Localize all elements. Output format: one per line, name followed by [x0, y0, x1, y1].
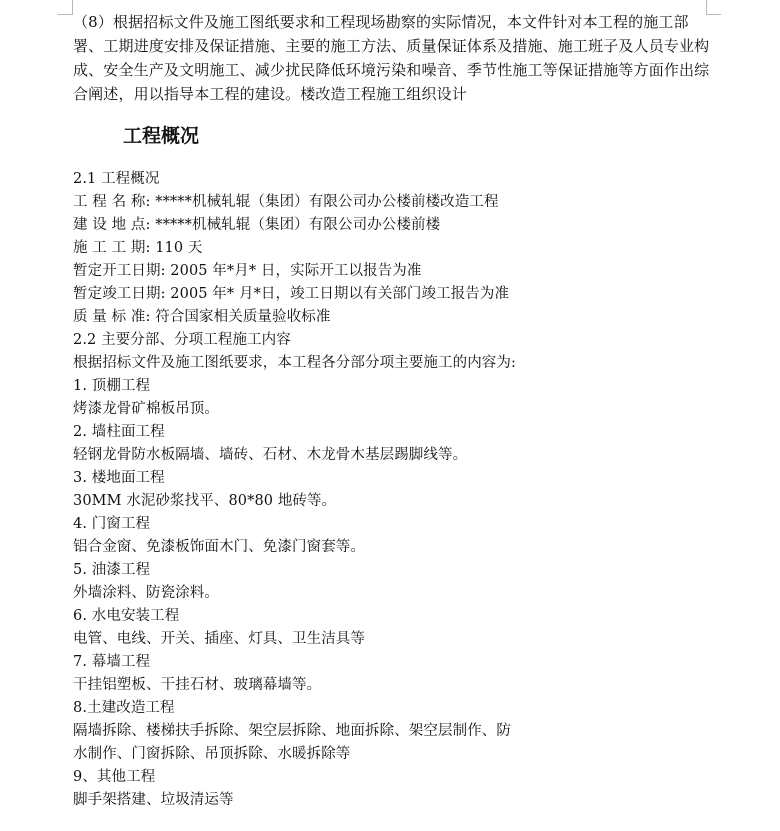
item-detail: 铝合金窗、免漆板饰面木门、免漆门窗套等。	[73, 539, 365, 555]
intro-paragraph: （8）根据招标文件及施工图纸要求和工程现场勘察的实际情况，本文件针对本工程的施工部署、工期进度安排及保证措施、主要的施工方法、质量保证体系及措施、施工班子及人员专业构成、安全生产及文明施工、减少扰民降低环境污染和噪音、季节性施工等保证措施等方面作出综合阐述，用以指导本工程的建设。楼改造工程施工组织设计	[73, 13, 710, 103]
page-corner-mark-left	[58, 0, 73, 15]
project-name-line: 工 程 名 称: *****机械轧辊（集团）有限公司办公楼前楼改造工程	[73, 194, 499, 210]
quality-standard-line: 质 量 标 准: 符合国家相关质量验收标准	[73, 309, 331, 325]
item-title: 8.土建改造工程	[73, 700, 175, 716]
item-title: 3. 楼地面工程	[73, 470, 165, 486]
item-detail: 轻钢龙骨防水板隔墙、墙砖、石材、木龙骨木基层踢脚线等。	[73, 447, 468, 463]
item-title: 4. 门窗工程	[73, 516, 151, 532]
item-detail: 隔墙拆除、楼梯扶手拆除、架空层拆除、地面拆除、架空层制作、防	[73, 723, 511, 739]
item-title: 7. 幕墙工程	[73, 654, 151, 670]
subsection-title: 2.1 工程概况	[73, 171, 160, 187]
content-lines	[73, 168, 713, 812]
section-heading: 工程概况	[123, 125, 200, 147]
content-intro-line: 根据招标文件及施工图纸要求，本工程各分部分项主要施工的内容为:	[73, 355, 516, 371]
item-title: 1. 顶棚工程	[73, 378, 151, 394]
item-title: 6. 水电安装工程	[73, 608, 180, 624]
subsection-title: 2.2 主要分部、分项工程施工内容	[73, 332, 291, 348]
item-title: 9、其他工程	[73, 769, 156, 785]
item-title: 2. 墙柱面工程	[73, 424, 165, 440]
item-detail: 外墙涂料、防瓷涂料。	[73, 585, 219, 601]
item-detail: 脚手架搭建、垃圾清运等	[73, 792, 234, 808]
item-detail: 30MM 水泥砂浆找平、80*80 地砖等。	[73, 493, 337, 509]
project-location-line: 建 设 地 点: *****机械轧辊（集团）有限公司办公楼前楼	[73, 217, 441, 233]
item-detail: 烤漆龙骨矿棉板吊顶。	[73, 401, 219, 417]
item-detail: 水制作、门窗拆除、吊顶拆除、水暖拆除等	[73, 746, 351, 762]
construction-period-line: 施 工 工 期: 110 天	[73, 240, 203, 256]
item-detail: 干挂铝塑板、干挂石材、玻璃幕墙等。	[73, 677, 322, 693]
document-page	[73, 10, 713, 812]
completion-date-line: 暂定竣工日期: 2005 年* 月*日，竣工日期以有关部门竣工报告为准	[73, 286, 510, 302]
start-date-line: 暂定开工日期: 2005 年*月* 日，实际开工以报告为准	[73, 263, 422, 279]
item-title: 5. 油漆工程	[73, 562, 151, 578]
item-detail: 电管、电线、开关、插座、灯具、卫生洁具等	[73, 631, 365, 647]
